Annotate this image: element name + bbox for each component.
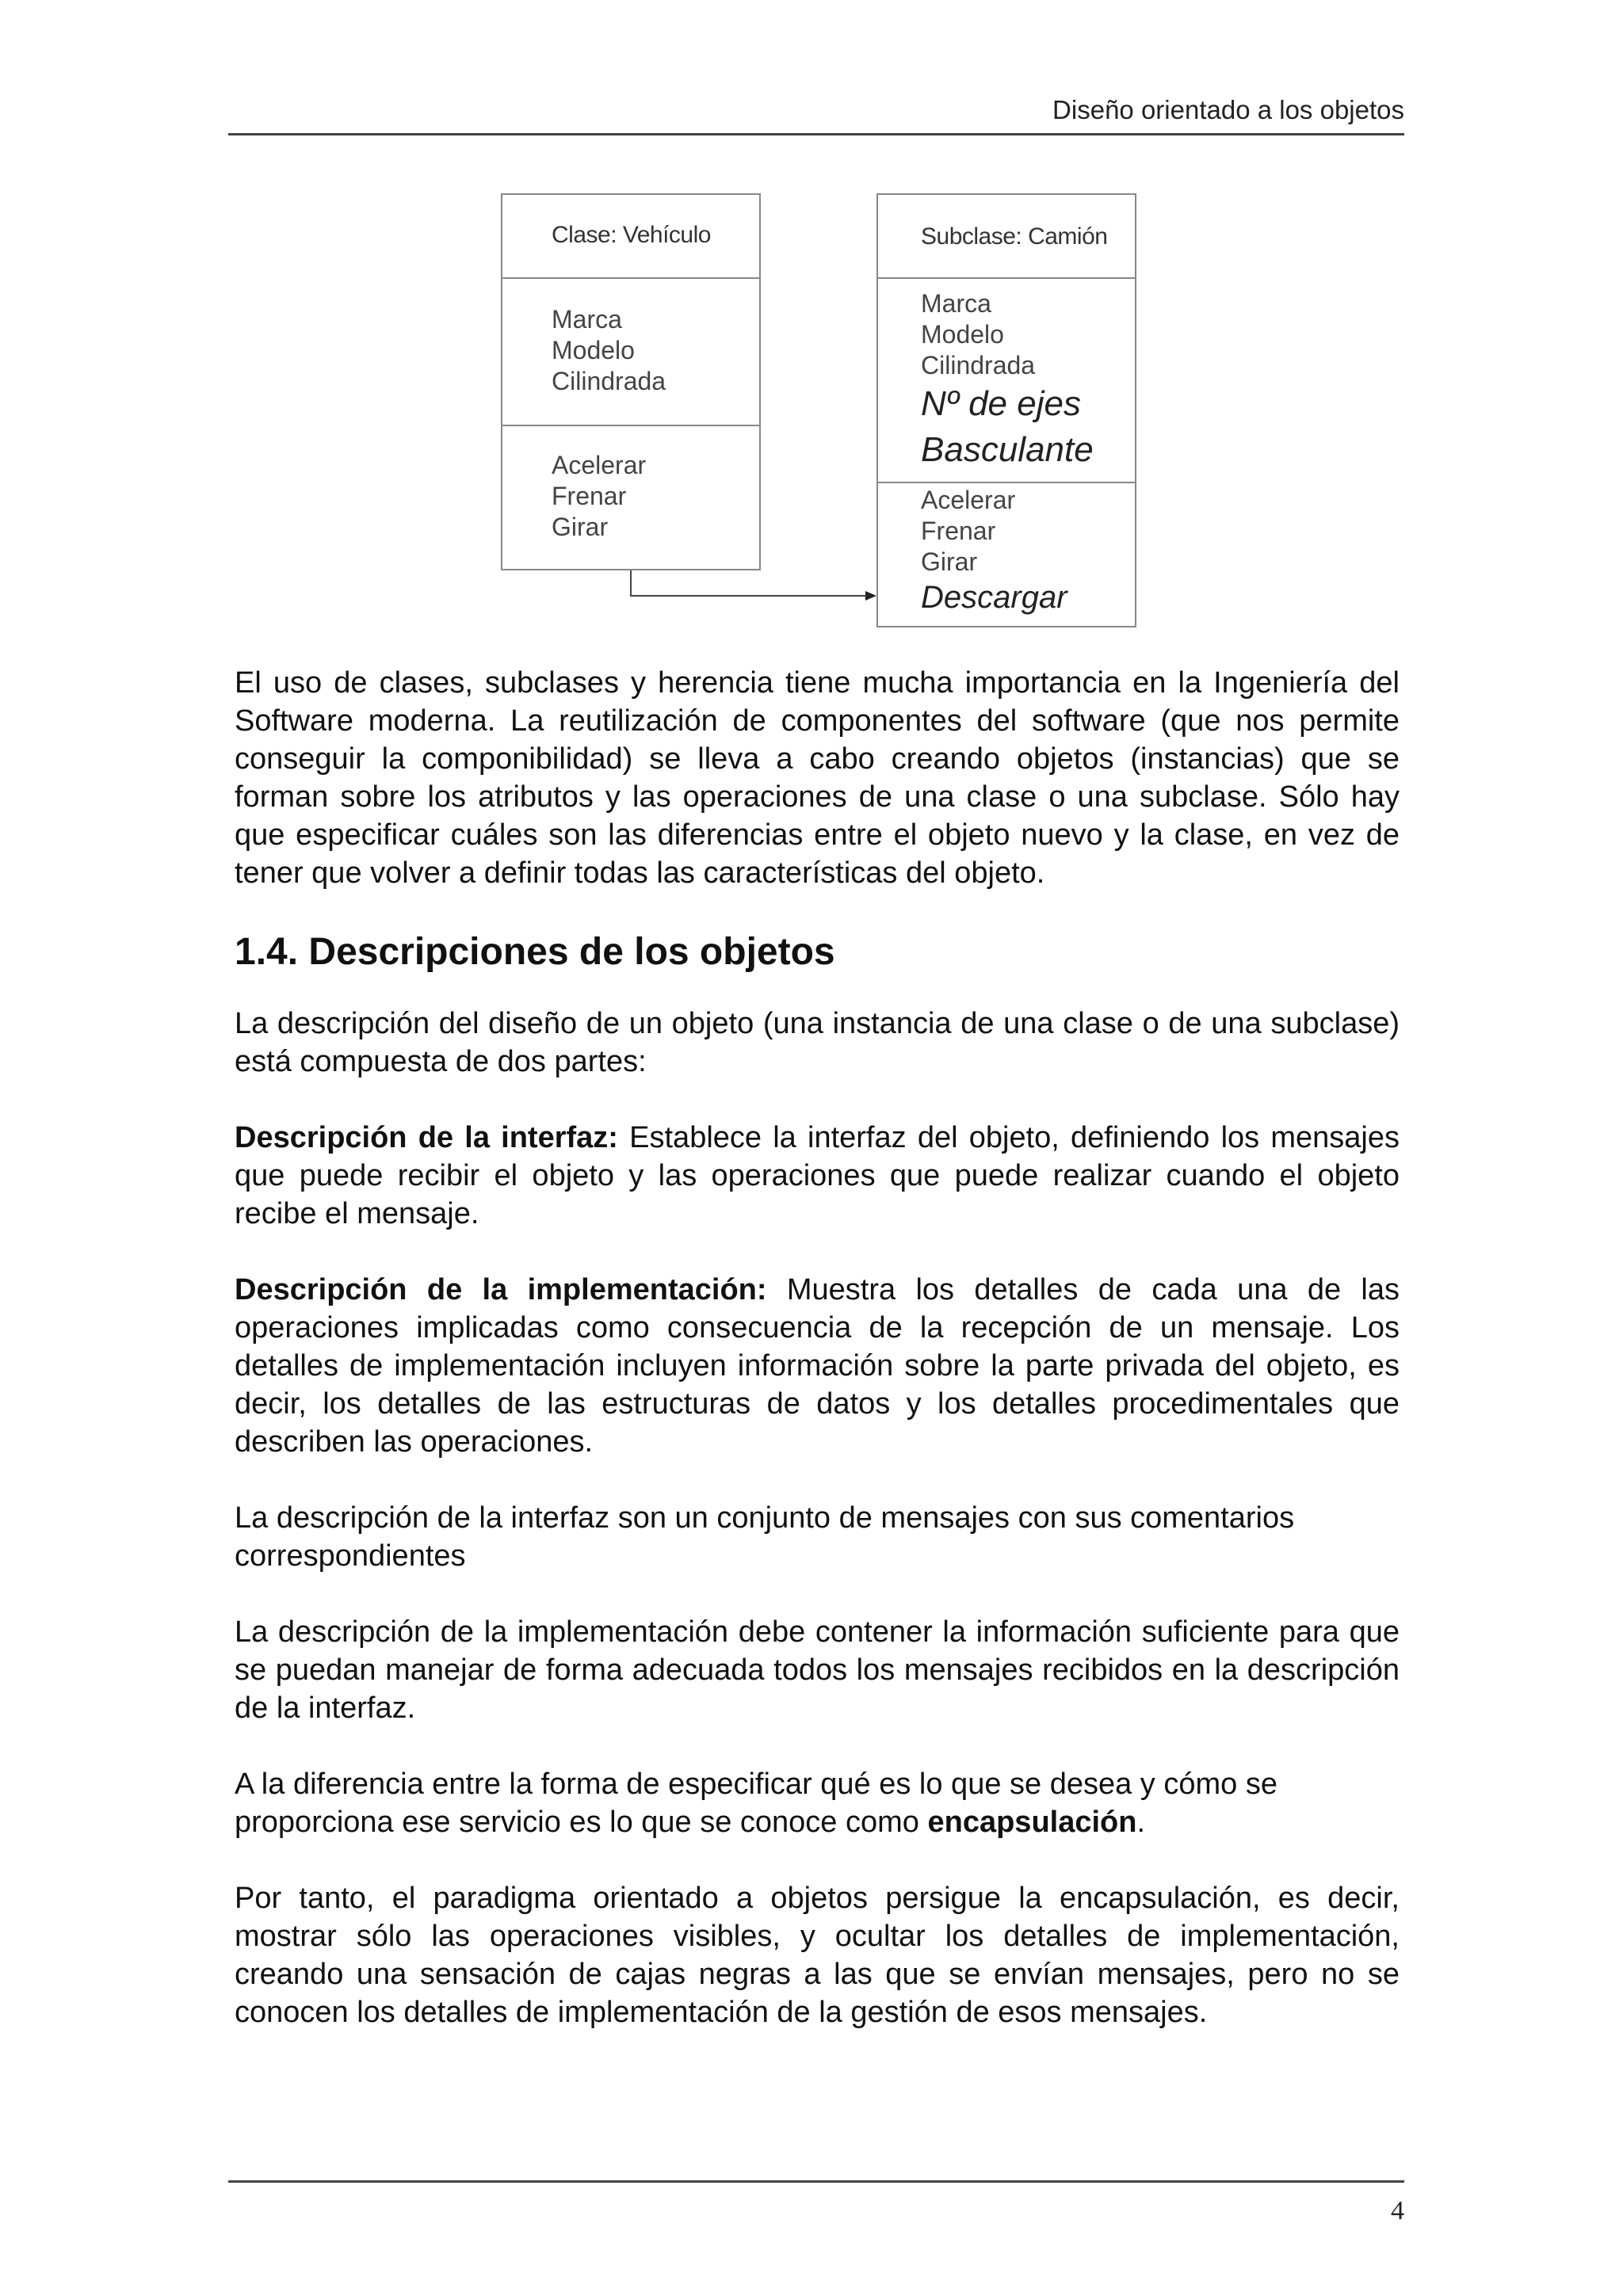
header-rule	[228, 133, 1404, 135]
subclass-title: Subclase: Camión	[921, 223, 1108, 250]
class-title: Clase: Vehículo	[552, 222, 711, 248]
operation-item: Frenar	[552, 482, 627, 510]
subclass-divider-2	[878, 482, 1135, 483]
operation-item: Acelerar	[552, 451, 647, 479]
paragraph-implementacion	[235, 1271, 1400, 1461]
paragraph-text: Establece la interfaz del objeto, definiendo los mensajes que puede recibir el objeto y las operaciones que puede realizar cuando el objeto recibe el mensaje.	[235, 1121, 1400, 1230]
term-interfaz: Descripción de la interfaz:	[235, 1121, 618, 1154]
page-number: 4	[1391, 2196, 1404, 2225]
inheritance-arrow	[618, 567, 888, 618]
new-attribute-item: Nº de ejes	[921, 384, 1081, 423]
attribute-item: Modelo	[921, 320, 1004, 349]
running-header: Diseño orientado a los objetos	[1052, 95, 1404, 124]
paragraph-interfaz	[235, 1119, 1400, 1233]
subclass-operations	[921, 485, 1067, 617]
operation-item: Acelerar	[921, 486, 1016, 514]
operation-item: Girar	[921, 547, 978, 576]
paragraph: La descripción de la interfaz son un conjunto de mensajes con sus comentarios correspondientes	[235, 1501, 1295, 1573]
class-operations	[552, 450, 646, 543]
term-encapsulacion: encapsulación	[927, 1806, 1137, 1839]
paragraph-end: .	[1136, 1806, 1146, 1839]
subclass-box-camion	[876, 193, 1136, 627]
paragraph: El uso de clases, subclases y herencia tiene mucha importancia en la Ingeniería del Software moderna. La reutilización de componentes del software (que nos permite conseguir la componibilidad) se lleva a cabo creando objetos (instancias) que se forman sobre los atributos y las operaciones de una clase o una subclase. Sólo hay que especificar cuáles son las diferencias entre el objeto nuevo y la clase, en vez de tener que volver a definir todas las características del objeto.	[235, 666, 1400, 890]
attribute-item: Modelo	[552, 336, 635, 364]
operation-item: Girar	[552, 513, 609, 541]
subclass-attributes	[921, 288, 1094, 473]
paragraph-text: A la diferencia entre la forma de especificar qué es lo que se desea y cómo se proporciona ese servicio es lo que se conoce como	[235, 1768, 1277, 1839]
footer-rule	[228, 2180, 1404, 2183]
attribute-item: Marca	[552, 305, 622, 334]
subclass-divider-1	[878, 277, 1135, 279]
class-divider-2	[502, 425, 759, 426]
paragraph: La descripción de la implementación debe contener la información suficiente para que se puedan manejar de forma adecuada todos los mensajes recibidos en la descripción de la interfaz.	[235, 1615, 1400, 1725]
new-operation-item: Descargar	[921, 580, 1067, 615]
new-attribute-item: Basculante	[921, 430, 1094, 469]
class-box-vehiculo	[501, 193, 761, 570]
class-attributes	[552, 304, 666, 397]
paragraph-text: Muestra los detalles de cada una de las operaciones implicadas como consecuencia de la recepción de un mensaje. Los detalles de implementación incluyen información sobre la parte privada del objeto, es decir, los detalles de las estructuras de datos y los detalles procedimentales que describen las operaciones.	[235, 1273, 1400, 1459]
main-content	[235, 664, 1400, 2031]
section-heading: 1.4. Descripciones de los objetos	[235, 931, 835, 973]
attribute-item: Marca	[921, 289, 991, 318]
paragraph-encapsulacion	[235, 1765, 1400, 1841]
attribute-item: Cilindrada	[552, 367, 666, 395]
paragraph: La descripción del diseño de un objeto (una instancia de una clase o de una subclase) está compuesta de dos partes:	[235, 1007, 1400, 1078]
term-implementacion: Descripción de la implementación:	[235, 1273, 767, 1306]
operation-item: Frenar	[921, 517, 996, 545]
paragraph: Por tanto, el paradigma orientado a objetos persigue la encapsulación, es decir, mostrar sólo las operaciones visibles, y ocultar los detalles de implementación, creando una sensación de cajas negras a las que se envían mensajes, pero no se conocen los detalles de implementación de la gestión de esos mensajes.	[235, 1882, 1400, 2029]
attribute-item: Cilindrada	[921, 351, 1036, 379]
class-divider-1	[502, 277, 759, 279]
